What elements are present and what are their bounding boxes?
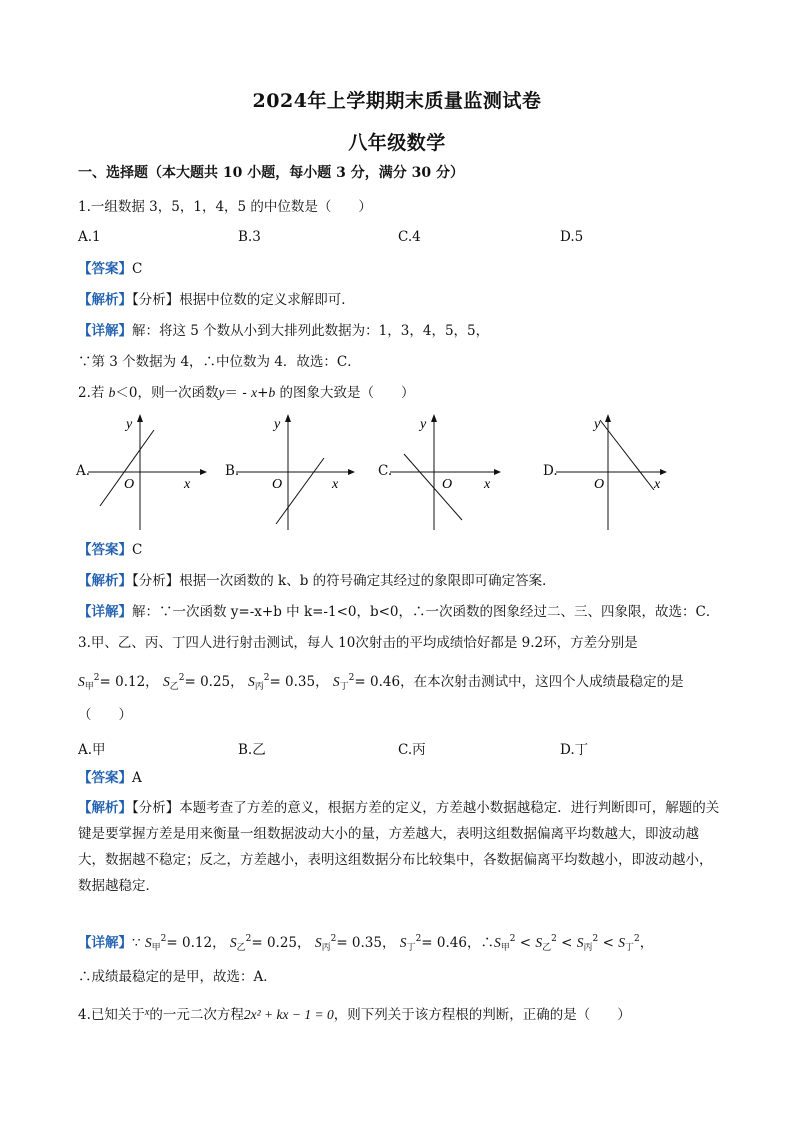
q2-analysis bbox=[78, 572, 556, 590]
q2-stem-b2: b bbox=[268, 385, 276, 400]
sq: 2 bbox=[160, 934, 167, 944]
q1-answer-value: C bbox=[132, 261, 143, 277]
val-ding: = 0.46 bbox=[421, 935, 467, 951]
s-symbol: S bbox=[162, 674, 170, 689]
q1-detail bbox=[78, 322, 489, 340]
val-bing: = 0.35 bbox=[336, 935, 382, 951]
q3-stem-line1: 3.甲、乙、丙、丁四人进行射击测试，每人 10次射击的平均成绩恰好都是 9.2环，方差分别是 bbox=[78, 635, 638, 651]
x-axis-arrow bbox=[200, 469, 207, 475]
sub-ding: 丁 bbox=[406, 943, 416, 953]
because: ∵ bbox=[132, 935, 141, 951]
q2-answer bbox=[78, 541, 142, 559]
answer-tag: 【答案】 bbox=[78, 542, 132, 558]
therefore: ，∴ bbox=[466, 935, 494, 951]
y-axis-arrow bbox=[137, 414, 143, 422]
y-label: y bbox=[420, 417, 427, 432]
q1-answer bbox=[78, 260, 142, 278]
detail-end: ， bbox=[639, 935, 654, 951]
graph-b-label: B. bbox=[225, 463, 240, 479]
q3-answer-value: A bbox=[132, 770, 142, 786]
graph-a-line bbox=[100, 430, 154, 506]
sq: 2 bbox=[415, 934, 422, 944]
q3-option-c: C.丙 bbox=[398, 742, 426, 758]
q1-option-a: A.1 bbox=[78, 229, 101, 245]
q1-detail-text: 解：将这 5 个数从小到大排列此数据为：1，3，4，5，5， bbox=[132, 323, 490, 339]
graph-a-label: A. bbox=[76, 463, 91, 479]
s-symbol: S bbox=[618, 935, 625, 950]
y-axis-arrow bbox=[605, 414, 611, 422]
val-jia: = 0.12 bbox=[166, 935, 213, 951]
sub-jia: 甲 bbox=[84, 682, 94, 692]
q2-detail bbox=[78, 603, 719, 621]
q3-stem-line2: $S_甲^2= 0.12$， $S_乙^2= 0.25$， $S_丙^2= 0.35$， $S_丁^2= 0.46$，在本次射击测试中，这四个人成绩最稳定的是 bbox=[78, 673, 684, 692]
q1-analysis bbox=[78, 291, 355, 309]
analysis-tag: 【解析】 bbox=[78, 573, 132, 589]
s-symbol: S bbox=[229, 935, 237, 950]
analysis-tag: 【解析】 bbox=[78, 800, 132, 816]
q1-analysis-text: 【分析】根据中位数的定义求解即可． bbox=[132, 292, 355, 308]
y-label: y bbox=[594, 417, 601, 432]
val-jia: = 0.12 bbox=[99, 674, 146, 690]
q3-option-a: A.甲 bbox=[78, 742, 106, 758]
sq: 2 bbox=[509, 934, 516, 944]
q2-stem-eq: ＝ - bbox=[224, 385, 252, 401]
sq: 2 bbox=[245, 934, 252, 944]
val-yi: = 0.25 bbox=[251, 935, 298, 951]
graph-d-label: D. bbox=[543, 463, 558, 479]
origin-label: O bbox=[442, 477, 453, 492]
y-axis-arrow bbox=[431, 414, 437, 422]
sq: 2 bbox=[592, 934, 599, 944]
s-symbol: S bbox=[314, 935, 322, 950]
q3-option-b: B.乙 bbox=[238, 742, 266, 758]
q2-stem-x: x bbox=[251, 385, 258, 400]
q3-analysis bbox=[78, 795, 722, 899]
q3-stem-tail: ，在本次射击测试中，这四个人成绩最稳定的是 bbox=[400, 674, 684, 690]
y-label: y bbox=[274, 417, 281, 432]
sub-bing: 丙 bbox=[254, 682, 264, 692]
q2-stem-fn: y bbox=[218, 385, 225, 400]
sub-jia: 甲 bbox=[151, 943, 161, 953]
q3-option-d: D.丁 bbox=[560, 742, 589, 758]
graph-b bbox=[236, 414, 356, 530]
q1-option-b: B.3 bbox=[238, 229, 261, 245]
sq: 2 bbox=[93, 673, 100, 683]
sub-yi: 乙 bbox=[169, 682, 179, 692]
origin-label: O bbox=[124, 477, 135, 492]
sq: 2 bbox=[263, 673, 270, 683]
x-label: x bbox=[484, 477, 491, 492]
sub-ding: 丁 bbox=[624, 943, 634, 953]
s-symbol: S bbox=[247, 674, 255, 689]
graph-c-line bbox=[404, 454, 462, 520]
q1-option-c: C.4 bbox=[398, 229, 421, 245]
sub-jia: 甲 bbox=[500, 943, 510, 953]
q2-analysis-text: 【分析】根据一次函数的 k、b 的符号确定其经过的象限即可确定答案． bbox=[132, 573, 556, 589]
x-axis-arrow bbox=[348, 469, 355, 475]
origin-label: O bbox=[594, 477, 605, 492]
s-symbol: S bbox=[535, 935, 543, 950]
q2-answer-value: C bbox=[132, 542, 143, 558]
sq: 2 bbox=[178, 673, 185, 683]
q2-stem-plus: + bbox=[257, 385, 269, 401]
origin-label: O bbox=[272, 477, 283, 492]
exam-subtitle: 八年级数学 bbox=[348, 132, 446, 154]
val-ding: = 0.46 bbox=[354, 674, 401, 690]
q1-detail2: ∵第 3 个数据为 4，∴中位数为 4．故选：C． bbox=[78, 354, 361, 370]
q4-stem-suffix: ，则下列关于该方程根的判断，正确的是（ ） bbox=[333, 1007, 631, 1023]
sq: 2 bbox=[633, 934, 640, 944]
s-symbol: S bbox=[332, 674, 340, 689]
q4-stem-x: x bbox=[144, 1007, 150, 1018]
x-label: x bbox=[184, 477, 191, 492]
detail-tag: 【详解】 bbox=[78, 323, 132, 339]
sq: 2 bbox=[348, 673, 355, 683]
q1-option-d: D.5 bbox=[560, 229, 584, 245]
section-heading: 一、选择题（本大题共 10 小题，每小题 3 分，满分 30 分） bbox=[78, 165, 464, 181]
q3-conclusion: ∴成绩最稳定的是甲，故选：A． bbox=[78, 969, 277, 985]
q4-equation: 2x² + kx − 1 = 0 bbox=[243, 1007, 334, 1022]
sq: 2 bbox=[330, 934, 337, 944]
lt: < bbox=[515, 935, 536, 951]
graph-c bbox=[390, 414, 510, 530]
sub-bing: 丙 bbox=[583, 943, 593, 953]
q2-detail-text: 解：∵一次函数 y=-x+b 中 k=-1<0，b<0，∴一次函数的图象经过二、三、四象限，故选：C． bbox=[132, 604, 720, 620]
s-symbol: S bbox=[78, 674, 85, 689]
q2-stem-b: b bbox=[108, 385, 116, 400]
sub-bing: 丙 bbox=[321, 943, 331, 953]
graph-a bbox=[88, 414, 208, 530]
s-symbol: S bbox=[493, 935, 501, 950]
y-axis-arrow bbox=[285, 414, 291, 422]
exam-title: 2024年上学期期末质量监测试卷 bbox=[252, 90, 542, 112]
graph-b-line bbox=[276, 458, 324, 524]
detail-tag: 【详解】 bbox=[78, 935, 132, 951]
q2-stem-prefix: 2.若 bbox=[78, 385, 109, 401]
graph-c-label: C. bbox=[378, 463, 393, 479]
s-symbol: S bbox=[399, 935, 407, 950]
q4-stem bbox=[78, 1004, 631, 1024]
q3-answer bbox=[78, 769, 142, 787]
sq: 2 bbox=[551, 934, 557, 944]
x-axis-arrow bbox=[660, 469, 667, 475]
q4-stem-prefix: 4.已知关于 bbox=[78, 1007, 145, 1023]
x-label: x bbox=[654, 477, 661, 492]
val-bing: = 0.35 bbox=[269, 674, 316, 690]
q3-analysis-text: 【分析】本题考查了方差的意义，根据方差的定义，方差越小数据越稳定．进行判断即可，解题的关键是要掌握方差是用来衡量一组数据波动大小的量，方差越大，表明这组数据偏离平均数越大，即波动越大，数据越不稳定；反之，方差越小，表明这组数据分布比较集中，各数据偏离平均数越小，即波动越小，数据越稳定． bbox=[78, 800, 720, 894]
answer-tag: 【答案】 bbox=[78, 261, 132, 277]
analysis-tag: 【解析】 bbox=[78, 292, 132, 308]
q3-paren: （ ） bbox=[78, 707, 132, 723]
lt: < bbox=[598, 935, 619, 951]
q2-stem bbox=[78, 384, 415, 402]
val-yi: = 0.25 bbox=[184, 674, 231, 690]
graph-d bbox=[556, 414, 676, 530]
y-label: y bbox=[126, 417, 133, 432]
q2-stem-suffix: 的图象大致是（ ） bbox=[275, 385, 415, 401]
q2-stem-mid: ＜0，则一次函数 bbox=[115, 385, 219, 401]
lt: < bbox=[556, 935, 577, 951]
x-axis-arrow bbox=[494, 469, 501, 475]
sub-yi: 乙 bbox=[236, 943, 246, 953]
detail-tag: 【详解】 bbox=[78, 604, 132, 620]
s-symbol: S bbox=[576, 935, 584, 950]
sub-ding: 丁 bbox=[339, 682, 349, 692]
q1-stem: 1.一组数据 3，5，1，4，5 的中位数是（ ） bbox=[78, 199, 372, 215]
x-label: x bbox=[332, 477, 339, 492]
answer-tag: 【答案】 bbox=[78, 770, 132, 786]
q4-stem-mid: 的一元二次方程 bbox=[149, 1007, 244, 1023]
q3-detail: 【详解】∵ $S_甲^2= 0.12$， $S_乙^2= 0.25$， $S_丙^2= 0.35$， $S_丁^2= 0.46$，$\therefore S_甲^2 < S_乙^2 < S_丙^2 < S_丁^2$， bbox=[78, 934, 654, 953]
s-symbol: S bbox=[144, 935, 152, 950]
sub-yi: 乙 bbox=[542, 943, 552, 953]
